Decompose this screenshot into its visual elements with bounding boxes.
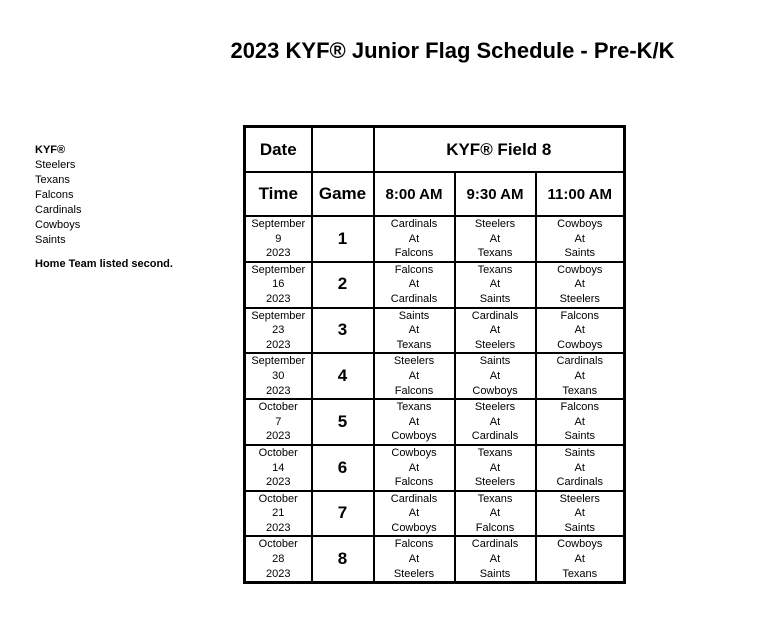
date-month: October bbox=[258, 446, 298, 459]
away-team: Texans bbox=[477, 263, 513, 276]
at-separator: At bbox=[574, 369, 585, 382]
matchup-cell bbox=[374, 445, 455, 491]
date-month: September bbox=[251, 355, 306, 368]
matchup-cell bbox=[455, 445, 536, 491]
matchup-cell bbox=[536, 353, 625, 399]
field-header: KYF® Field 8 bbox=[374, 127, 625, 173]
matchup-cell bbox=[455, 491, 536, 537]
home-team: Texans bbox=[396, 338, 432, 351]
team-name: Cowboys bbox=[35, 219, 81, 231]
at-separator: At bbox=[408, 507, 420, 520]
home-team: Saints bbox=[479, 292, 511, 305]
date-day: 28 bbox=[272, 553, 285, 566]
date-day: 14 bbox=[272, 461, 285, 474]
time-slot-header: 8:00 AM bbox=[374, 172, 455, 216]
date-day: 9 bbox=[275, 232, 282, 245]
schedule-table bbox=[243, 125, 626, 584]
date-year: 2023 bbox=[266, 292, 291, 305]
matchup-cell bbox=[374, 491, 455, 537]
home-team: Falcons bbox=[394, 247, 434, 260]
at-separator: At bbox=[489, 324, 501, 337]
away-team: Cowboys bbox=[557, 538, 603, 551]
game-number: 4 bbox=[312, 353, 374, 399]
home-team: Cardinals bbox=[556, 476, 603, 489]
date-cell bbox=[245, 262, 312, 308]
away-team: Falcons bbox=[394, 538, 434, 551]
away-team: Saints bbox=[398, 309, 430, 322]
matchup-cell bbox=[455, 216, 536, 262]
home-team: Falcons bbox=[394, 476, 434, 489]
table-row bbox=[245, 399, 625, 445]
away-team: Steelers bbox=[474, 401, 516, 414]
time-header: Time bbox=[245, 172, 312, 216]
at-separator: At bbox=[489, 553, 501, 566]
away-team: Saints bbox=[564, 446, 596, 459]
blank-header-cell bbox=[312, 127, 374, 173]
at-separator: At bbox=[574, 553, 585, 566]
home-team: Cowboys bbox=[472, 384, 518, 397]
date-cell bbox=[245, 216, 312, 262]
at-separator: At bbox=[408, 278, 420, 291]
date-cell bbox=[245, 308, 312, 354]
game-number: 5 bbox=[312, 399, 374, 445]
matchup-cell bbox=[536, 262, 625, 308]
team-name: Cardinals bbox=[35, 204, 82, 216]
date-day: 16 bbox=[272, 278, 285, 291]
at-separator: At bbox=[574, 324, 585, 337]
table-row bbox=[245, 536, 625, 582]
home-team: Saints bbox=[479, 567, 511, 580]
matchup-cell bbox=[374, 308, 455, 354]
home-team: Steelers bbox=[474, 476, 516, 489]
team-list-panel bbox=[35, 143, 173, 272]
away-team: Cowboys bbox=[391, 446, 437, 459]
date-year: 2023 bbox=[266, 521, 291, 534]
away-team: Falcons bbox=[560, 401, 600, 414]
matchup-cell bbox=[455, 536, 536, 582]
away-team: Falcons bbox=[394, 263, 434, 276]
home-team: Texans bbox=[562, 384, 598, 397]
table-row bbox=[245, 216, 625, 262]
table-row bbox=[245, 262, 625, 308]
at-separator: At bbox=[408, 415, 420, 428]
away-team: Cardinals bbox=[471, 538, 519, 551]
date-year: 2023 bbox=[266, 476, 291, 489]
away-team: Texans bbox=[477, 446, 513, 459]
home-team: Falcons bbox=[394, 384, 434, 397]
home-team: Cowboys bbox=[391, 430, 437, 443]
at-separator: At bbox=[489, 232, 501, 245]
away-team: Texans bbox=[396, 401, 432, 414]
date-month: October bbox=[258, 538, 298, 551]
matchup-cell bbox=[455, 353, 536, 399]
date-cell bbox=[245, 536, 312, 582]
date-day: 7 bbox=[275, 415, 282, 428]
at-separator: At bbox=[408, 324, 420, 337]
matchup-cell bbox=[536, 491, 625, 537]
date-cell bbox=[245, 353, 312, 399]
at-separator: At bbox=[574, 415, 585, 428]
away-team: Falcons bbox=[560, 309, 600, 322]
home-team: Saints bbox=[564, 247, 596, 260]
at-separator: At bbox=[408, 553, 420, 566]
date-month: September bbox=[251, 263, 306, 276]
at-separator: At bbox=[574, 232, 585, 245]
at-separator: At bbox=[408, 369, 420, 382]
at-separator: At bbox=[489, 369, 501, 382]
team-name: Steelers bbox=[35, 159, 76, 171]
date-year: 2023 bbox=[266, 567, 291, 580]
away-team: Cowboys bbox=[557, 218, 603, 230]
matchup-cell bbox=[374, 353, 455, 399]
date-day: 30 bbox=[272, 369, 285, 382]
header-row-top bbox=[245, 127, 625, 173]
game-number: 6 bbox=[312, 445, 374, 491]
home-team: Falcons bbox=[475, 521, 515, 534]
matchup-cell bbox=[536, 216, 625, 262]
team-name: Saints bbox=[35, 234, 66, 246]
date-cell bbox=[245, 491, 312, 537]
date-cell bbox=[245, 445, 312, 491]
at-separator: At bbox=[489, 278, 501, 291]
home-team: Steelers bbox=[474, 338, 516, 351]
date-month: September bbox=[251, 309, 306, 322]
matchup-cell bbox=[455, 308, 536, 354]
away-team: Steelers bbox=[474, 218, 516, 230]
date-day: 23 bbox=[272, 324, 285, 337]
away-team: Steelers bbox=[393, 355, 435, 368]
home-team: Cowboys bbox=[557, 338, 603, 351]
table-row bbox=[245, 308, 625, 354]
matchup-cell bbox=[374, 399, 455, 445]
matchup-cell bbox=[455, 399, 536, 445]
at-separator: At bbox=[574, 461, 585, 474]
home-team: Steelers bbox=[393, 567, 435, 580]
at-separator: At bbox=[408, 232, 420, 245]
game-number: 8 bbox=[312, 536, 374, 582]
game-header: Game bbox=[312, 172, 374, 216]
at-separator: At bbox=[489, 415, 501, 428]
header-row-bottom bbox=[245, 172, 625, 216]
at-separator: At bbox=[408, 461, 420, 474]
date-year: 2023 bbox=[266, 247, 291, 260]
matchup-cell bbox=[536, 445, 625, 491]
page-title: 2023 KYF® Junior Flag Schedule - Pre-K/K bbox=[230, 38, 675, 63]
matchup-cell bbox=[536, 308, 625, 354]
date-month: October bbox=[258, 401, 298, 414]
date-year: 2023 bbox=[266, 384, 291, 397]
home-team: Saints bbox=[564, 430, 596, 443]
time-slot-header: 11:00 AM bbox=[536, 172, 625, 216]
game-number: 2 bbox=[312, 262, 374, 308]
at-separator: At bbox=[489, 507, 501, 520]
game-number: 1 bbox=[312, 216, 374, 262]
date-month: September bbox=[251, 218, 306, 230]
away-team: Steelers bbox=[559, 492, 600, 505]
away-team: Cardinals bbox=[390, 218, 438, 230]
home-team: Cowboys bbox=[391, 521, 437, 534]
matchup-cell bbox=[374, 262, 455, 308]
date-month: October bbox=[258, 492, 298, 505]
game-number: 7 bbox=[312, 491, 374, 537]
date-header: Date bbox=[245, 127, 312, 173]
at-separator: At bbox=[574, 507, 585, 520]
home-team-note: Home Team listed second. bbox=[35, 258, 173, 270]
date-year: 2023 bbox=[266, 338, 291, 351]
away-team: Cardinals bbox=[471, 309, 519, 322]
table-row bbox=[245, 445, 625, 491]
matchup-cell bbox=[374, 536, 455, 582]
home-team: Steelers bbox=[559, 292, 600, 305]
at-separator: At bbox=[574, 278, 585, 291]
home-team: Cardinals bbox=[390, 292, 438, 305]
away-team: Texans bbox=[477, 492, 513, 505]
away-team: Saints bbox=[479, 355, 511, 368]
table-row bbox=[245, 353, 625, 399]
date-year: 2023 bbox=[266, 430, 291, 443]
league-heading: KYF® bbox=[35, 144, 66, 156]
game-number: 3 bbox=[312, 308, 374, 354]
home-team: Cardinals bbox=[471, 430, 519, 443]
matchup-cell bbox=[374, 216, 455, 262]
date-day: 21 bbox=[272, 507, 285, 520]
team-name: Texans bbox=[35, 174, 70, 186]
matchup-cell bbox=[455, 262, 536, 308]
table-row bbox=[245, 491, 625, 537]
time-slot-header: 9:30 AM bbox=[455, 172, 536, 216]
matchup-cell bbox=[536, 399, 625, 445]
home-team: Saints bbox=[564, 521, 596, 534]
at-separator: At bbox=[489, 461, 501, 474]
home-team: Texans bbox=[477, 247, 513, 260]
away-team: Cardinals bbox=[390, 492, 438, 505]
away-team: Cardinals bbox=[556, 355, 603, 368]
home-team: Texans bbox=[562, 567, 598, 580]
team-name: Falcons bbox=[35, 189, 74, 201]
matchup-cell bbox=[536, 536, 625, 582]
date-cell bbox=[245, 399, 312, 445]
away-team: Cowboys bbox=[557, 263, 603, 276]
